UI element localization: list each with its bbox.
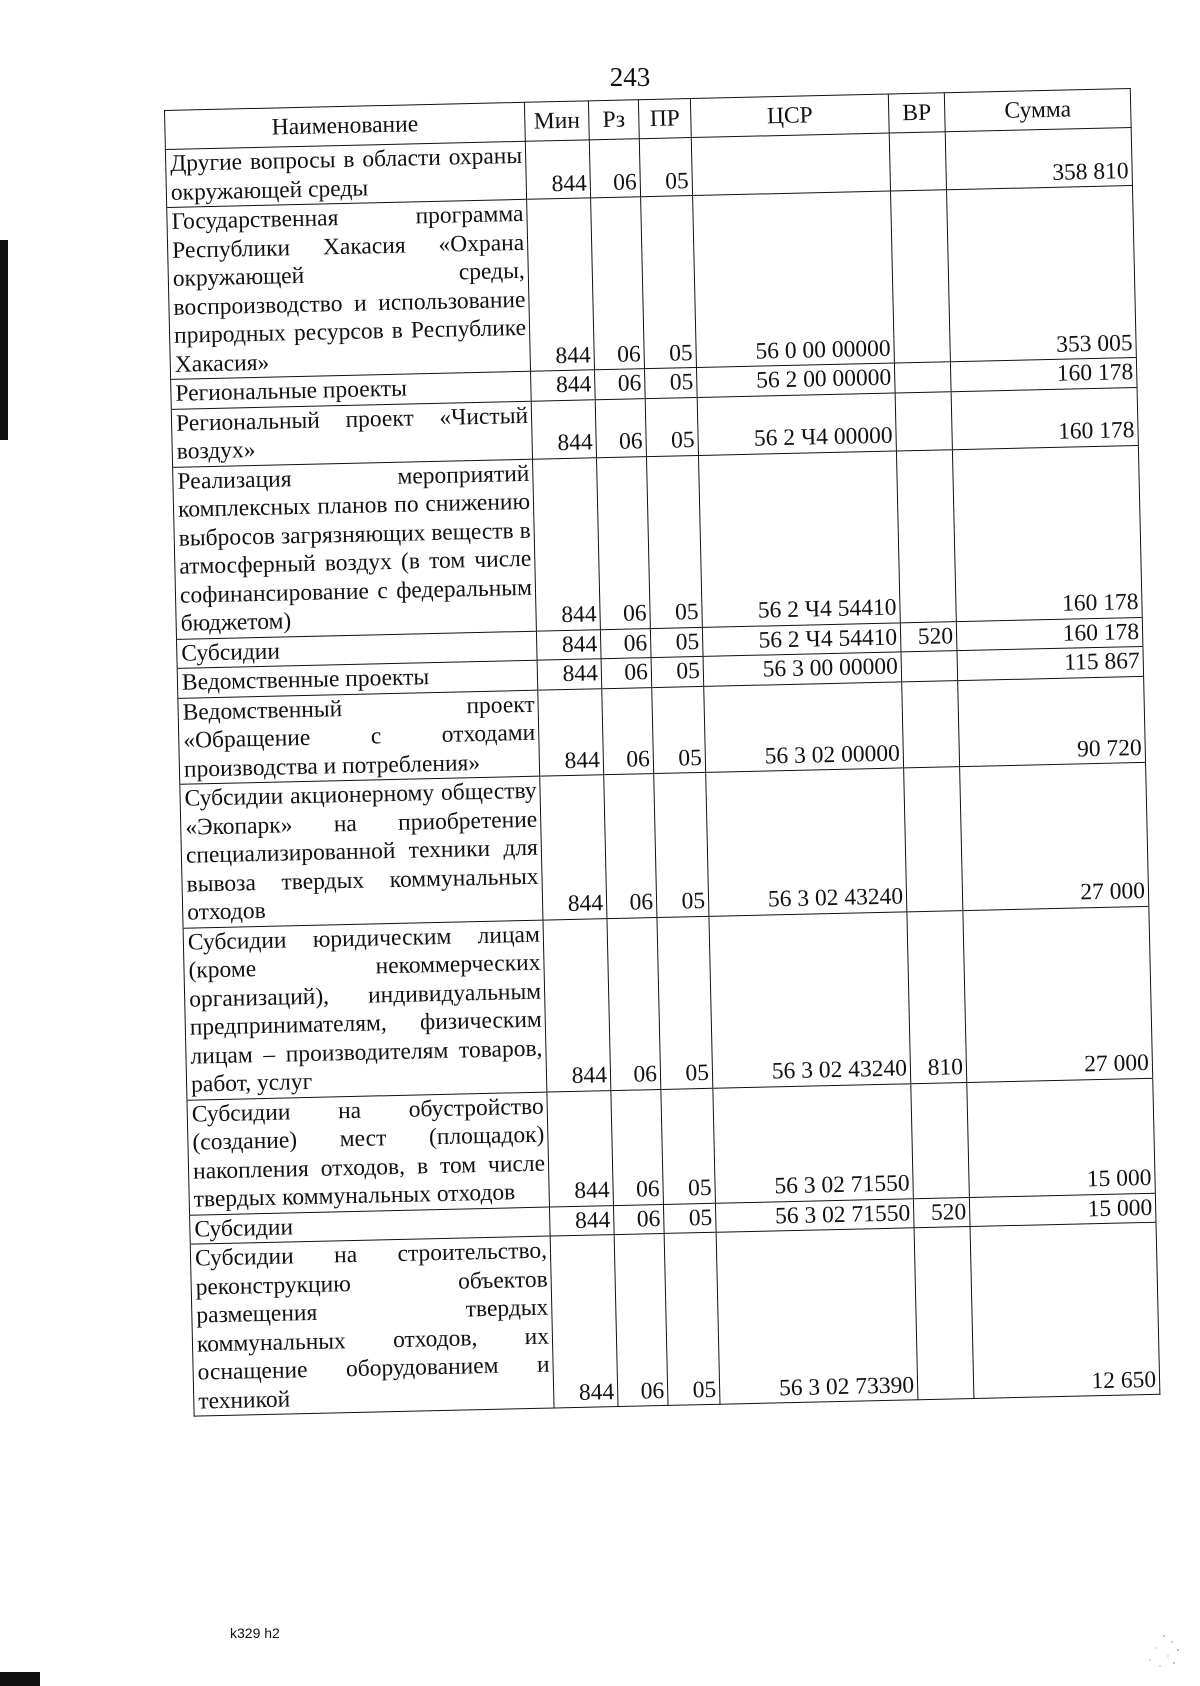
row-pr: 05 — [664, 1232, 720, 1405]
row-rz: 06 — [589, 139, 640, 198]
scan-edge-mark — [0, 1672, 40, 1686]
row-pr: 05 — [646, 455, 702, 628]
row-vr: 520 — [913, 1197, 970, 1228]
row-name: Субсидии на обустройство (создание) мест (площадок) накопления отходов, в том числе твердых коммунальных отходов — [187, 1092, 550, 1215]
row-csr: 56 2 Ч4 00000 — [697, 392, 896, 454]
row-rz: 06 — [607, 917, 661, 1090]
row-csr: 56 3 02 43240 — [709, 911, 911, 1087]
row-rz: 06 — [601, 658, 652, 689]
row-sum: 160 178 — [951, 387, 1138, 449]
row-pr: 05 — [661, 1088, 716, 1204]
row-rz: 06 — [613, 1204, 664, 1235]
row-name: Государственная программа Республики Хакасия «Охрана окружающей среды, воспроизводство и использование природных ресурсов в Республике Хакасия» — [167, 199, 531, 379]
budget-table — [164, 88, 1160, 1417]
row-min: 844 — [531, 399, 596, 458]
row-rz: 06 — [600, 628, 651, 659]
row-sum: 160 178 — [950, 358, 1137, 392]
row-pr: 05 — [644, 367, 697, 398]
row-sum: 15 000 — [967, 1078, 1156, 1197]
row-csr: 56 3 02 43240 — [706, 768, 907, 916]
row-vr — [901, 651, 958, 682]
row-sum: 160 178 — [956, 617, 1143, 651]
row-csr: 56 3 02 73390 — [716, 1228, 918, 1404]
header-csr: ЦСР — [690, 94, 889, 137]
row-rz: 06 — [614, 1233, 668, 1406]
budget-table-wrapper — [164, 88, 1159, 1417]
scan-edge-mark — [0, 240, 8, 440]
row-min: 844 — [536, 629, 601, 660]
row-rz: 06 — [595, 369, 646, 400]
row-min: 844 — [527, 198, 595, 371]
row-pr: 05 — [663, 1203, 716, 1234]
row-min: 844 — [540, 775, 607, 920]
row-rz: 06 — [604, 774, 657, 919]
row-pr: 05 — [657, 916, 713, 1089]
row-csr: 56 2 Ч4 54410 — [702, 622, 901, 656]
row-pr: 05 — [641, 196, 697, 369]
row-min: 844 — [538, 688, 604, 776]
row-vr — [904, 767, 963, 912]
row-min: 844 — [537, 659, 602, 690]
row-sum: 160 178 — [952, 445, 1142, 621]
row-sum: 358 810 — [945, 128, 1132, 190]
row-vr: 520 — [900, 621, 957, 652]
row-min: 844 — [550, 1235, 618, 1408]
row-name: Субсидии юридическим лицам (кроме некоммерческих организаций), индивидуальным предпринимателям, физическим лицам – производителям товаров, работ, услуг — [183, 920, 547, 1100]
row-sum: 27 000 — [960, 762, 1149, 910]
row-csr: 56 3 02 71550 — [713, 1083, 914, 1202]
row-csr: 56 0 00 00000 — [693, 191, 895, 367]
row-csr: 56 3 02 00000 — [704, 681, 904, 772]
table-row — [167, 186, 1137, 380]
header-sum: Сумма — [944, 89, 1131, 132]
row-name: Региональный проект «Чистый воздух» — [171, 401, 532, 467]
table-row — [190, 1222, 1160, 1416]
row-pr: 05 — [639, 138, 692, 197]
page-number: 243 — [609, 62, 651, 92]
row-sum: 15 000 — [969, 1193, 1156, 1227]
row-csr: 56 3 02 71550 — [715, 1198, 914, 1232]
row-vr: 810 — [907, 910, 967, 1083]
header-vr: ВР — [888, 93, 945, 133]
row-vr — [889, 132, 946, 191]
row-min: 844 — [547, 1090, 614, 1206]
row-rz: 06 — [595, 398, 646, 457]
row-vr — [896, 449, 956, 622]
row-min: 844 — [549, 1205, 614, 1236]
row-name: Субсидии акционерному обществу «Экопарк» на приобретение специализированной техники для вывоза твердых коммунальных отходов — [180, 776, 543, 928]
row-rz: 06 — [611, 1089, 664, 1205]
row-vr — [891, 190, 951, 363]
row-name: Субсидии на строительство, реконструкцию объектов размещения твердых коммунальных отходов, их оснащение оборудованием и техникой — [190, 1236, 554, 1416]
table-row — [183, 906, 1153, 1100]
row-vr — [895, 391, 952, 450]
row-min: 844 — [543, 918, 611, 1091]
row-rz: 06 — [591, 197, 645, 370]
header-name: Наименование — [165, 102, 526, 149]
row-name: Другие вопросы в области охраны окружающей среды — [165, 141, 526, 207]
row-sum: 27 000 — [963, 906, 1153, 1082]
header-pr: ПР — [638, 99, 691, 139]
row-pr: 05 — [652, 686, 706, 774]
table-row — [187, 1078, 1155, 1215]
row-vr — [911, 1082, 970, 1198]
row-csr: 56 2 00 00000 — [696, 363, 895, 397]
row-sum: 12 650 — [970, 1222, 1160, 1398]
row-sum: 353 005 — [947, 186, 1137, 362]
scan-noise — [1134, 1630, 1184, 1670]
header-rz: Рз — [588, 100, 639, 140]
row-rz: 06 — [596, 456, 650, 629]
row-sum: 90 720 — [958, 676, 1146, 767]
row-name: Региональные проекты — [171, 371, 532, 409]
row-pr: 05 — [645, 397, 698, 456]
row-sum: 115 867 — [957, 646, 1144, 680]
row-vr — [902, 680, 960, 768]
row-csr: 56 3 00 00000 — [703, 652, 902, 686]
row-name: Реализация мероприятий комплексных планов по снижению выбросов загрязняющих веществ в атмосферный воздух (в том числе софинансирование с федеральным бюджетом) — [173, 459, 537, 639]
row-min: 844 — [525, 140, 590, 199]
row-csr — [691, 133, 890, 195]
footer-code: k329 h2 — [230, 1625, 280, 1641]
row-name: Субсидии — [177, 631, 538, 669]
header-min: Мин — [524, 101, 589, 141]
row-name: Субсидии — [190, 1207, 551, 1245]
row-csr: 56 2 Ч4 54410 — [698, 450, 900, 626]
table-row — [173, 445, 1143, 639]
row-min: 844 — [531, 370, 596, 401]
row-pr: 05 — [651, 656, 704, 687]
row-pr: 05 — [654, 772, 709, 917]
row-pr: 05 — [650, 627, 703, 658]
row-vr — [894, 362, 951, 393]
row-vr — [914, 1227, 974, 1400]
row-rz: 06 — [602, 687, 654, 775]
table-row — [180, 762, 1149, 927]
row-min: 844 — [533, 457, 601, 630]
row-name: Ведомственные проекты — [177, 660, 538, 698]
row-name: Ведомственный проект «Обращение с отходами производства и потребления» — [178, 690, 540, 785]
